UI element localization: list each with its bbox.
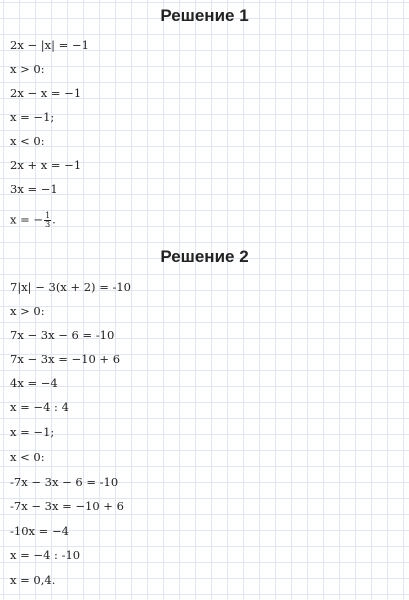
equation-line: 7|x| − 3(x + 2) = -10: [10, 280, 132, 294]
equation-line: -7x − 3x = −10 + 6: [10, 499, 124, 513]
equation-line: x = −4 : 4: [10, 400, 69, 414]
fraction-numerator: 1: [45, 211, 51, 220]
case-condition-line: x > 0:: [10, 62, 45, 76]
result-line: x = −1;: [10, 425, 55, 439]
solution-1-title: Решение 1: [160, 6, 249, 25]
solution-2-title: Решение 2: [160, 247, 249, 266]
case-condition-line: x > 0:: [10, 304, 45, 318]
equation-line: 7x − 3x − 6 = -10: [10, 328, 115, 342]
fraction-prefix: x = −: [10, 212, 44, 227]
equation-line: 4x = −4: [10, 376, 58, 390]
case-condition-line: x < 0:: [10, 450, 45, 464]
equation-line: 7x − 3x = −10 + 6: [10, 352, 121, 366]
result-line: x = 0,4.: [10, 573, 56, 587]
result-line: x = −1;: [10, 110, 55, 124]
fraction-suffix: .: [52, 212, 56, 227]
case-condition-line: x < 0:: [10, 134, 45, 148]
equation-line: -10x = −4: [10, 524, 69, 538]
equation-line: -7x − 3x − 6 = -10: [10, 475, 119, 489]
equation-line: 3x = −1: [10, 182, 58, 196]
equation-line: x = −4 : -10: [10, 548, 81, 562]
equation-line: 2x − |x| = −1: [10, 38, 89, 52]
fraction-denominator: 3: [45, 220, 51, 229]
equation-line: 2x + x = −1: [10, 158, 82, 172]
result-fraction-line: [10, 212, 56, 229]
fraction: [44, 212, 51, 229]
equation-line: 2x − x = −1: [10, 86, 82, 100]
